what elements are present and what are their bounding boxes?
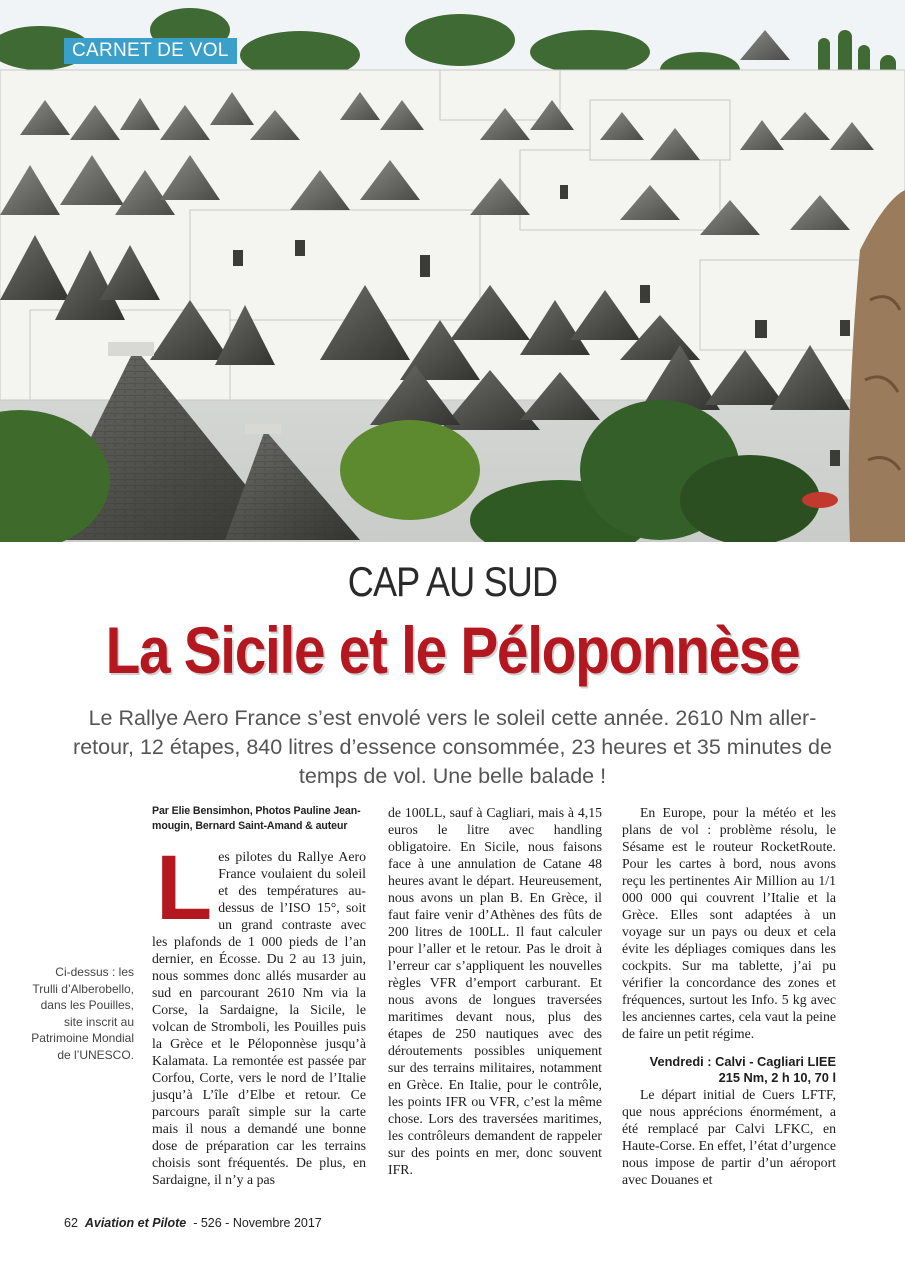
article-column-1 [152, 804, 366, 1188]
leg-stats: 215 Nm, 2 h 10, 70 l [718, 1070, 836, 1085]
article-paragraph: Le départ initial de Cuers LFTF, que nous apprécions énormément, a été remplacé par Calvi LFKC, en Haute-Corse. En effet, l’état d’urgence nous impose de partir d’un aéroport avec Douanes et [622, 1087, 837, 1187]
trulli-of-alberobello-photo [0, 0, 905, 542]
drop-cap: L [156, 837, 213, 939]
leg-heading [622, 1054, 836, 1086]
article-overline: CAP AU SUD [347, 558, 558, 605]
photo-caption: Ci-dessus : les Trulli d’Alberobello, dans les Pouilles, site inscrit au Patrimoine Mondial de l’UNESCO. [31, 965, 134, 1062]
page-footer [64, 1216, 322, 1230]
section-kicker: CARNET DE VOL [64, 38, 237, 64]
hero-photo [0, 0, 905, 542]
article-paragraph [152, 837, 366, 1188]
article-paragraph: de 100LL, sauf à Cagliari, mais à 4,15 euros le litre avec handling obligatoire. En Sicile, nous faisons face à une annulation de Catane 48 heures avant le départ. Heureusement, nous avons un plan B. En Grèce, il faut faire venir d’Athènes des fûts de 200 litres de 100LL. Il faut calculer pour l’aller et le retour. Pas le droit à l’erreur car s’appliquent les nouvelles règles VFR d’emport carburant. Et nous avons de longues traversées maritimes devant nous, plus des étapes de 250 nautiques avec des déroutements possibles uniquement sur des terrains militaires, notamment en Grèce. En Italie, pour le contrôle, les points IFR ou VFR, c’est la même chose. Lors des traversées maritimes, les contrôleurs demandent de rappeler sur des points en mer, donc souvent IFR. [388, 805, 602, 1177]
magazine-name: Aviation et Pilote [84, 1216, 187, 1230]
issue-info: - 526 - Novembre 2017 [193, 1216, 322, 1230]
article-lead: Le Rallye Aero France s’est envolé vers le soleil cette année. 2610 Nm aller-retour, 12 étapes, 840 litres d’essence consommée, 23 heures et 35 minutes de temps de vol. Une belle balade ! [73, 706, 832, 788]
article-column-2 [388, 804, 602, 1178]
article-paragraph: En Europe, pour la météo et les plans de vol : problème résolu, le Sésame est le routeur RocketRoute. Pour les cartes à bord, nous avons reçu les pertinentes Air Million au 1/1 000 000 qui couvrent l’Italie et la Grèce. Elles sont adaptées à un voyage sur un pays ou deux et cela évite les dépliages comiques dans les cockpits. Sur ma tablette, j’ai pu vérifier la concordance des zones et fréquences, surtout les Info. 5 kg avec les anciennes cartes, cela vaut la peine de faire un petit régime. [622, 805, 836, 1041]
leg-title: Vendredi : Calvi - Cagliari LIEE [649, 1054, 836, 1069]
byline: Par Elie Bensimhon, Photos Pauline Jean-mougin, Bernard Saint-Amand & auteur [152, 805, 361, 832]
article-title: La Sicile et le Péloponnèse [105, 613, 800, 687]
article-paragraph-text: es pilotes du Rallye Aero France voulaient du soleil et des températures au-dessus de l’ISO 15°, soit un grand contraste avec les plafonds de 1 000 pieds de l’an dernier, en Écosse. Du 2 au 13 juin, nous sommes donc allés musarder au sud en parcourant 2610 Nm via la Corse, la Sardaigne, la Sicile, le volcan de Stromboli, les Pouilles puis la Grèce et le Péloponnèse jusqu’à Kalamata. La remontée est passée par Corfou, Corte, vers le nord de l’Italie jusqu’à L’île d’Elbe et retour. Ce parcours paraît simple sur la carte mais il nous a demandé une bonne dose de préparation car les terrains choisis sont fréquentés. De plus, en Sardaigne, il n’y a pas [152, 849, 366, 1187]
page-number: 62 [64, 1216, 78, 1230]
article-column-3 [622, 804, 836, 1188]
